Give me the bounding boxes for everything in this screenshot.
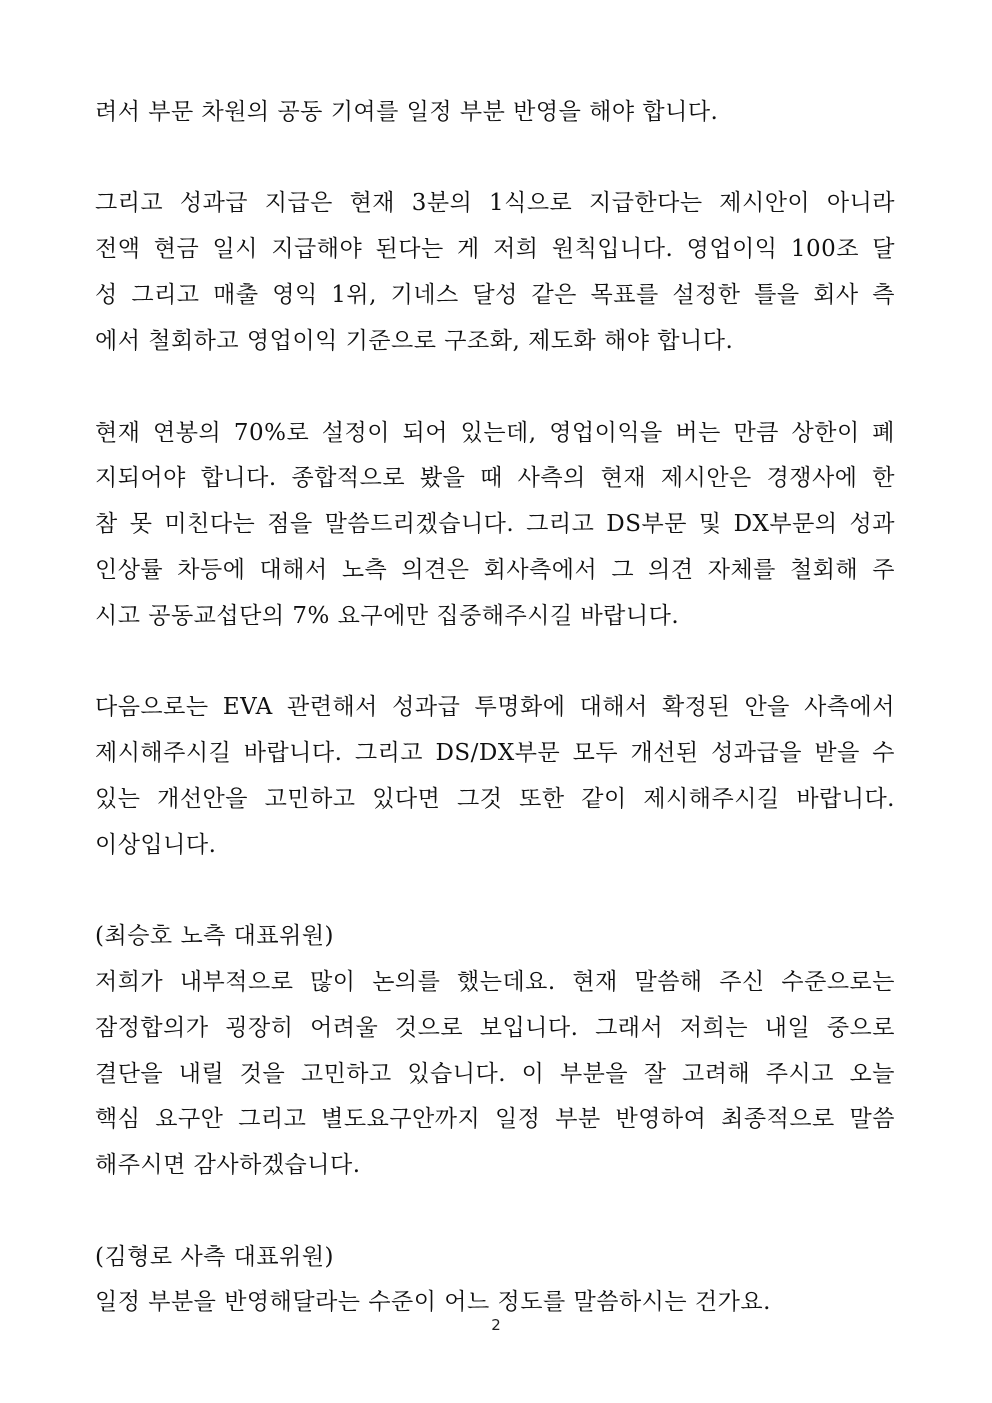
speaker-label-management: (김형로 사측 대표위원) xyxy=(95,1244,335,1270)
paragraph-2-line-4: 에서 철회하고 영업이익 기준으로 구조화, 제도화 해야 합니다. xyxy=(95,328,734,354)
paragraph-4-line-2: 제시해주시길 바랍니다. 그리고 DS/DX부문 모두 개선된 성과급을 받을 수 xyxy=(95,740,895,766)
paragraph-3-line-3: 참 못 미친다는 점을 말씀드리겠습니다. 그리고 DS부문 및 DX부문의 성과 xyxy=(95,511,895,537)
paragraph-5-line-3: 결단을 내릴 것을 고민하고 있습니다. 이 부분을 잘 고려해 주시고 오늘 xyxy=(95,1061,895,1087)
page-number: 2 xyxy=(491,1316,501,1334)
paragraph-5-line-1: 저희가 내부적으로 많이 논의를 했는데요. 현재 말씀해 주신 수준으로는 xyxy=(95,969,895,995)
paragraph-5-line-4: 핵심 요구안 그리고 별도요구안까지 일정 부분 반영하여 최종적으로 말씀 xyxy=(95,1106,895,1132)
paragraph-1-line-1: 려서 부문 차원의 공동 기여를 일정 부분 반영을 해야 합니다. xyxy=(95,99,719,125)
paragraph-2-line-3: 성 그리고 매출 영익 1위, 기네스 달성 같은 목표를 설정한 틀을 회사 측 xyxy=(95,282,895,308)
paragraph-3-line-5: 시고 공동교섭단의 7% 요구에만 집중해주시길 바랍니다. xyxy=(95,603,680,629)
speaker-label-labor: (최승호 노측 대표위원) xyxy=(95,923,335,949)
paragraph-3-line-4: 인상률 차등에 대해서 노측 의견은 회사측에서 그 의견 자체를 철회해 주 xyxy=(95,557,895,583)
paragraph-3-line-2: 지되어야 합니다. 종합적으로 봤을 때 사측의 현재 제시안은 경쟁사에 한 xyxy=(95,465,895,491)
paragraph-4-line-1: 다음으로는 EVA 관련해서 성과급 투명화에 대해서 확정된 안을 사측에서 xyxy=(95,694,895,720)
paragraph-5-line-5: 해주시면 감사하겠습니다. xyxy=(95,1152,361,1178)
paragraph-3-line-1: 현재 연봉의 70%로 설정이 되어 있는데, 영업이익을 버는 만큼 상한이 폐 xyxy=(95,420,895,446)
paragraph-6-line-1: 일정 부분을 반영해달라는 수준이 어느 정도를 말씀하시는 건가요. xyxy=(95,1289,771,1315)
paragraph-5-line-2: 잠정합의가 굉장히 어려울 것으로 보입니다. 그래서 저희는 내일 중으로 xyxy=(95,1015,895,1041)
paragraph-4-line-3: 있는 개선안을 고민하고 있다면 그것 또한 같이 제시해주시길 바랍니다. xyxy=(95,786,895,812)
paragraph-4-line-4: 이상입니다. xyxy=(95,832,217,858)
paragraph-2-line-2: 전액 현금 일시 지급해야 된다는 게 저희 원칙입니다. 영업이익 100조 달 xyxy=(95,236,895,262)
paragraph-2-line-1: 그리고 성과급 지급은 현재 3분의 1식으로 지급한다는 제시안이 아니라 xyxy=(95,190,895,216)
